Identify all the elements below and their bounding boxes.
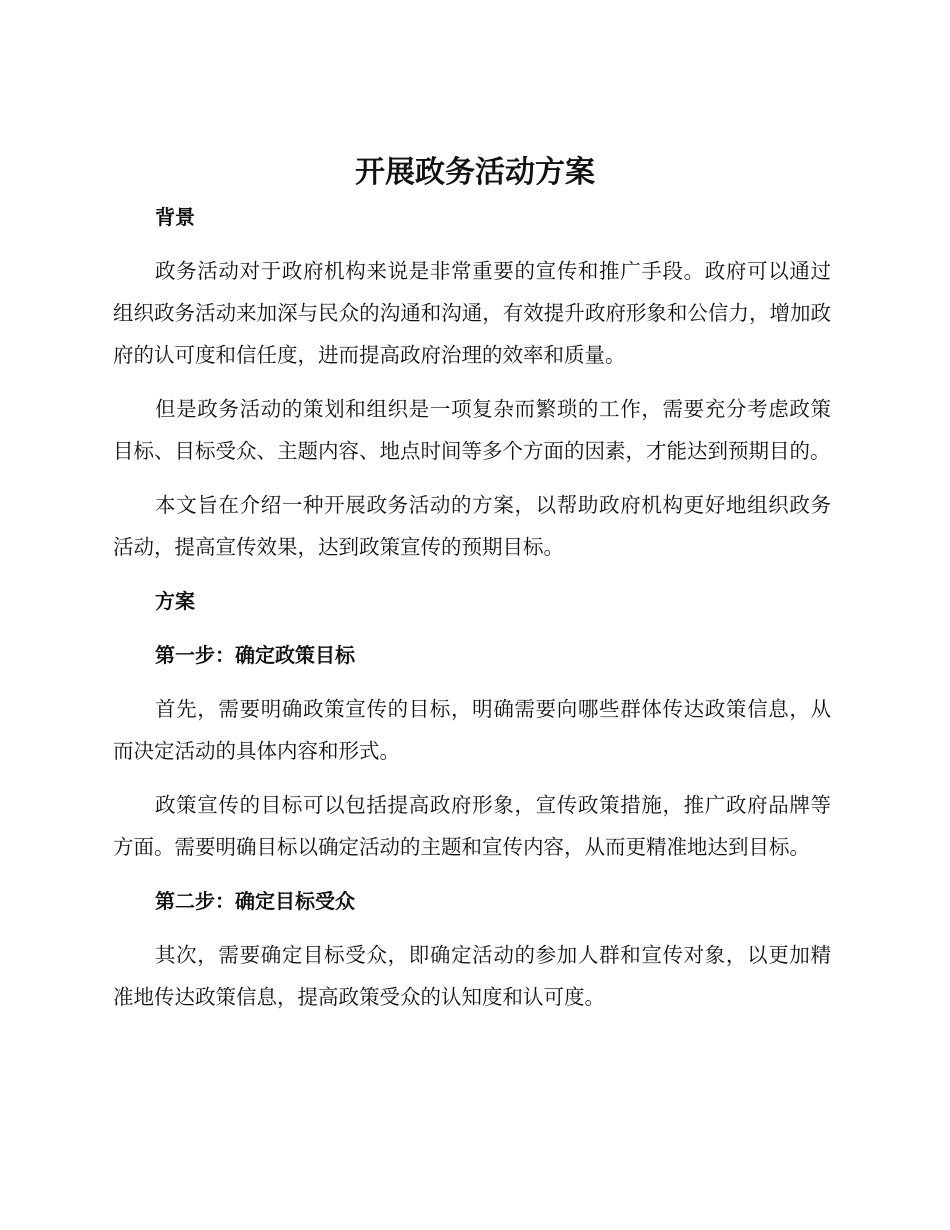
document-title: 开展政务活动方案 [355, 155, 595, 190]
document-body [113, 196, 831, 1018]
spacer [113, 622, 831, 634]
spacer [113, 376, 831, 388]
spacer [113, 772, 831, 784]
spacer [113, 868, 831, 880]
paragraph-background-3: 本文旨在介绍一种开展政务活动的方案，以帮助政府机构更好地组织政务活动，提高宣传效果，达到政策宣传的预期目标。 [113, 493, 831, 559]
spacer [113, 472, 831, 484]
section-heading-step1: 第一步：确定政策目标 [155, 643, 355, 667]
paragraph-background-2: 但是政务活动的策划和组织是一项复杂而繁琐的工作，需要充分考虑政策目标、目标受众、主题内容、地点时间等多个方面的因素，才能达到预期目的。 [113, 397, 831, 463]
spacer [113, 922, 831, 934]
section-heading-plan: 方案 [155, 589, 195, 613]
spacer [113, 238, 831, 250]
section-heading-step2: 第二步：确定目标受众 [155, 889, 355, 913]
paragraph-background-1: 政务活动对于政府机构来说是非常重要的宣传和推广手段。政府可以通过组织政务活动来加深与民众的沟通和沟通，有效提升政府形象和公信力，增加政府的认可度和信任度，进而提高政府治理的效率和质量。 [113, 259, 831, 367]
spacer [113, 676, 831, 688]
paragraph-step2-1: 其次，需要确定目标受众，即确定活动的参加人群和宣传对象，以更加精准地传达政策信息，提高政策受众的认知度和认可度。 [113, 943, 831, 1009]
section-heading-background: 背景 [155, 205, 195, 229]
paragraph-step1-2: 政策宣传的目标可以包括提高政府形象，宣传政策措施，推广政府品牌等方面。需要明确目标以确定活动的主题和宣传内容，从而更精准地达到目标。 [113, 793, 831, 859]
spacer [113, 568, 831, 580]
paragraph-step1-1: 首先，需要明确政策宣传的目标，明确需要向哪些群体传达政策信息，从而决定活动的具体内容和形式。 [113, 697, 831, 763]
